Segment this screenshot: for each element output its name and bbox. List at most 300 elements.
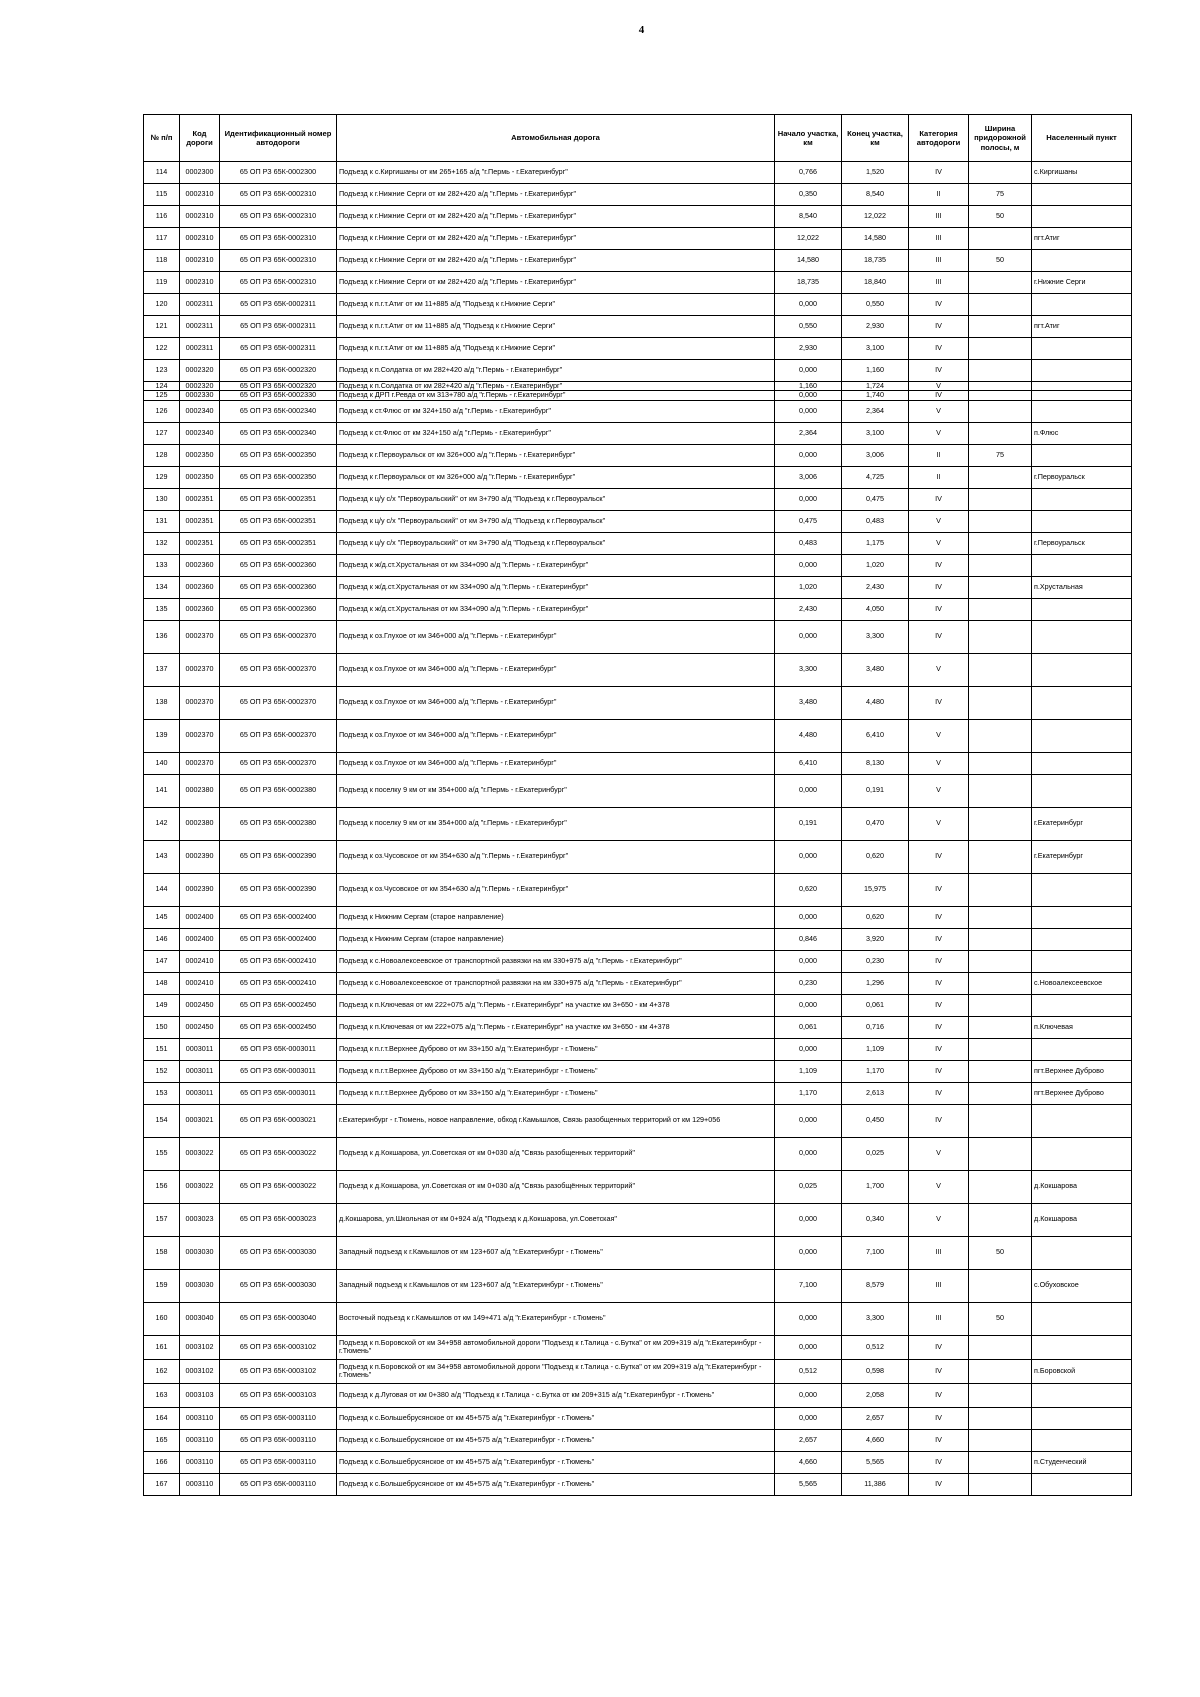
table-row [144, 1451, 1132, 1473]
section-end-cell: 0,230 [842, 950, 909, 972]
table-row [144, 1104, 1132, 1137]
road-category-cell: IV [909, 620, 969, 653]
row-number-cell: 166 [144, 1451, 180, 1473]
section-start-cell: 0,000 [775, 1203, 842, 1236]
section-start-cell: 0,000 [775, 1104, 842, 1137]
settlement-cell [1032, 488, 1132, 510]
road-name-cell: Подъезд к ж/д.ст.Хрустальная от км 334+090 а/д "г.Пермь - г.Екатеринбург" [337, 576, 775, 598]
section-start-cell: 0,000 [775, 1038, 842, 1060]
road-code-cell: 0002360 [180, 576, 220, 598]
road-category-cell: V [909, 382, 969, 391]
section-start-cell: 12,022 [775, 228, 842, 250]
section-end-cell: 1,109 [842, 1038, 909, 1060]
row-number-cell: 151 [144, 1038, 180, 1060]
row-number-cell: 136 [144, 620, 180, 653]
section-start-cell: 18,735 [775, 272, 842, 294]
identification-number-cell: 65 ОП РЗ 65К-0002310 [220, 272, 337, 294]
row-number-cell: 148 [144, 972, 180, 994]
settlement-cell [1032, 360, 1132, 382]
section-end-cell: 8,130 [842, 752, 909, 774]
identification-number-cell: 65 ОП РЗ 65К-0002310 [220, 206, 337, 228]
roadside-width-cell [969, 752, 1032, 774]
section-end-cell: 4,725 [842, 466, 909, 488]
road-category-cell: III [909, 1269, 969, 1302]
road-code-cell: 0002311 [180, 338, 220, 360]
section-start-cell: 0,000 [775, 1335, 842, 1359]
road-code-cell: 0003110 [180, 1451, 220, 1473]
section-end-cell: 3,100 [842, 338, 909, 360]
roadside-width-cell [969, 272, 1032, 294]
settlement-cell: п.Ключевая [1032, 1016, 1132, 1038]
section-end-cell: 0,512 [842, 1335, 909, 1359]
settlement-cell [1032, 338, 1132, 360]
roadside-width-cell [969, 807, 1032, 840]
section-start-cell: 1,020 [775, 576, 842, 598]
section-start-cell: 2,364 [775, 422, 842, 444]
road-code-cell: 0003040 [180, 1302, 220, 1335]
road-name-cell: Подъезд к ст.Флюс от км 324+150 а/д "г.Пермь - г.Екатеринбург" [337, 422, 775, 444]
roadside-width-cell [969, 1473, 1032, 1495]
row-number-cell: 145 [144, 906, 180, 928]
identification-number-cell: 65 ОП РЗ 65К-0002370 [220, 752, 337, 774]
table-row [144, 906, 1132, 928]
road-name-cell: Подъезд к п.Боровской от км 34+958 автомобильной дороги "Подъезд к г.Талица - с.Бутка" от км 209+319 а/д "г.Екатеринбург - г.Тюмень" [337, 1335, 775, 1359]
road-category-cell: IV [909, 840, 969, 873]
section-end-cell: 2,430 [842, 576, 909, 598]
road-category-cell: IV [909, 1429, 969, 1451]
settlement-cell [1032, 1407, 1132, 1429]
road-category-cell: IV [909, 554, 969, 576]
roadside-width-cell [969, 422, 1032, 444]
row-number-cell: 142 [144, 807, 180, 840]
section-end-cell: 1,740 [842, 391, 909, 400]
road-name-cell: Подъезд к п.Боровской от км 34+958 автомобильной дороги "Подъезд к г.Талица - с.Бутка" от км 209+319 а/д "г.Екатеринбург - г.Тюмень" [337, 1359, 775, 1383]
settlement-cell [1032, 1335, 1132, 1359]
section-end-cell: 5,565 [842, 1451, 909, 1473]
section-end-cell: 0,716 [842, 1016, 909, 1038]
section-start-cell: 0,550 [775, 316, 842, 338]
table-row [144, 554, 1132, 576]
roadside-width-cell [969, 1038, 1032, 1060]
settlement-cell [1032, 294, 1132, 316]
road-name-cell: Подъезд к оз.Глухое от км 346+000 а/д "г.Пермь - г.Екатеринбург" [337, 653, 775, 686]
table-row [144, 1203, 1132, 1236]
section-start-cell: 0,000 [775, 1302, 842, 1335]
section-start-cell: 1,109 [775, 1060, 842, 1082]
section-end-cell: 2,930 [842, 316, 909, 338]
row-number-cell: 154 [144, 1104, 180, 1137]
settlement-cell [1032, 250, 1132, 272]
road-code-cell: 0002340 [180, 422, 220, 444]
identification-number-cell: 65 ОП РЗ 65К-0002360 [220, 598, 337, 620]
road-code-cell: 0002310 [180, 206, 220, 228]
section-end-cell: 0,061 [842, 994, 909, 1016]
identification-number-cell: 65 ОП РЗ 65К-0002370 [220, 620, 337, 653]
road-code-cell: 0002370 [180, 752, 220, 774]
row-number-cell: 160 [144, 1302, 180, 1335]
roadside-width-cell: 75 [969, 444, 1032, 466]
row-number-cell: 117 [144, 228, 180, 250]
table-row [144, 1302, 1132, 1335]
road-code-cell: 0003110 [180, 1407, 220, 1429]
row-number-cell: 138 [144, 686, 180, 719]
section-start-cell: 0,000 [775, 444, 842, 466]
road-name-cell: Подъезд к поселку 9 км от км 354+000 а/д "г.Пермь - г.Екатеринбург" [337, 807, 775, 840]
identification-number-cell: 65 ОП РЗ 65К-0002360 [220, 554, 337, 576]
identification-number-cell: 65 ОП РЗ 65К-0003110 [220, 1473, 337, 1495]
section-start-cell: 0,000 [775, 774, 842, 807]
header-section-start: Начало участка, км [775, 115, 842, 162]
identification-number-cell: 65 ОП РЗ 65К-0002320 [220, 382, 337, 391]
identification-number-cell: 65 ОП РЗ 65К-0003021 [220, 1104, 337, 1137]
section-end-cell: 0,550 [842, 294, 909, 316]
road-name-cell: Подъезд к п.Солдатка от км 282+420 а/д "г.Пермь - г.Екатеринбург" [337, 360, 775, 382]
roadside-width-cell [969, 382, 1032, 391]
road-name-cell: Западный подъезд к г.Камышлов от км 123+607 а/д "г.Екатеринбург - г.Тюмень" [337, 1236, 775, 1269]
road-category-cell: IV [909, 1359, 969, 1383]
row-number-cell: 164 [144, 1407, 180, 1429]
row-number-cell: 144 [144, 873, 180, 906]
section-start-cell: 0,000 [775, 1407, 842, 1429]
table-row [144, 294, 1132, 316]
road-code-cell: 0003102 [180, 1359, 220, 1383]
road-category-cell: IV [909, 994, 969, 1016]
roadside-width-cell [969, 840, 1032, 873]
road-category-cell: V [909, 1170, 969, 1203]
road-name-cell: Подъезд к ж/д.ст.Хрустальная от км 334+090 а/д "г.Пермь - г.Екатеринбург" [337, 598, 775, 620]
section-end-cell: 0,340 [842, 1203, 909, 1236]
road-code-cell: 0003103 [180, 1383, 220, 1407]
road-category-cell: III [909, 250, 969, 272]
identification-number-cell: 65 ОП РЗ 65К-0002410 [220, 972, 337, 994]
section-start-cell: 0,000 [775, 1236, 842, 1269]
settlement-cell [1032, 719, 1132, 752]
row-number-cell: 147 [144, 950, 180, 972]
table-row [144, 391, 1132, 400]
road-code-cell: 0002300 [180, 162, 220, 184]
road-category-cell: IV [909, 928, 969, 950]
roadside-width-cell [969, 162, 1032, 184]
table-row [144, 752, 1132, 774]
settlement-cell: пгт.Верхнее Дуброво [1032, 1060, 1132, 1082]
identification-number-cell: 65 ОП РЗ 65К-0003102 [220, 1359, 337, 1383]
road-name-cell: Подъезд к п.Ключевая от км 222+075 а/д "г.Пермь - г.Екатеринбург" на участке км 3+650 - км 4+378 [337, 1016, 775, 1038]
road-name-cell: Подъезд к д.Кокшарова, ул.Советская от км 0+030 а/д "Связь разобщённых территорий" [337, 1170, 775, 1203]
road-category-cell: V [909, 719, 969, 752]
roadside-width-cell [969, 1137, 1032, 1170]
table-row [144, 360, 1132, 382]
road-category-cell: IV [909, 598, 969, 620]
road-code-cell: 0002320 [180, 382, 220, 391]
road-code-cell: 0002370 [180, 620, 220, 653]
settlement-cell: д.Кокшарова [1032, 1203, 1132, 1236]
table-row [144, 1359, 1132, 1383]
identification-number-cell: 65 ОП РЗ 65К-0002450 [220, 994, 337, 1016]
road-code-cell: 0002410 [180, 950, 220, 972]
identification-number-cell: 65 ОП РЗ 65К-0002400 [220, 906, 337, 928]
row-number-cell: 129 [144, 466, 180, 488]
road-code-cell: 0003021 [180, 1104, 220, 1137]
settlement-cell [1032, 653, 1132, 686]
road-name-cell: Подъезд к с.Большебрусянское от км 45+575 а/д "г.Екатеринбург - г.Тюмень" [337, 1473, 775, 1495]
roadside-width-cell [969, 488, 1032, 510]
identification-number-cell: 65 ОП РЗ 65К-0003040 [220, 1302, 337, 1335]
road-code-cell: 0002350 [180, 444, 220, 466]
section-end-cell: 6,410 [842, 719, 909, 752]
section-end-cell: 14,580 [842, 228, 909, 250]
road-name-cell: Подъезд к с.Большебрусянское от км 45+575 а/д "г.Екатеринбург - г.Тюмень" [337, 1451, 775, 1473]
road-code-cell: 0002400 [180, 928, 220, 950]
roadside-width-cell [969, 466, 1032, 488]
settlement-cell: д.Кокшарова [1032, 1170, 1132, 1203]
table-row [144, 1137, 1132, 1170]
row-number-cell: 132 [144, 532, 180, 554]
roadside-width-cell [969, 1082, 1032, 1104]
header-number: № п/п [144, 115, 180, 162]
section-end-cell: 2,058 [842, 1383, 909, 1407]
identification-number-cell: 65 ОП РЗ 65К-0002351 [220, 532, 337, 554]
table-row [144, 422, 1132, 444]
road-category-cell: IV [909, 1104, 969, 1137]
road-name-cell: Подъезд к оз.Глухое от км 346+000 а/д "г.Пермь - г.Екатеринбург" [337, 719, 775, 752]
roadside-width-cell [969, 1060, 1032, 1082]
table-row [144, 928, 1132, 950]
roadside-width-cell [969, 294, 1032, 316]
settlement-cell: г.Екатеринбург [1032, 840, 1132, 873]
road-name-cell: Подъезд к ст.Флюс от км 324+150 а/д "г.Пермь - г.Екатеринбург" [337, 400, 775, 422]
roadside-width-cell [969, 316, 1032, 338]
identification-number-cell: 65 ОП РЗ 65К-0003023 [220, 1203, 337, 1236]
section-end-cell: 15,975 [842, 873, 909, 906]
identification-number-cell: 65 ОП РЗ 65К-0002310 [220, 250, 337, 272]
roadside-width-cell [969, 1203, 1032, 1236]
roadside-width-cell [969, 1016, 1032, 1038]
section-end-cell: 8,540 [842, 184, 909, 206]
roadside-width-cell [969, 994, 1032, 1016]
row-number-cell: 165 [144, 1429, 180, 1451]
road-name-cell: Подъезд к оз.Глухое от км 346+000 а/д "г.Пермь - г.Екатеринбург" [337, 752, 775, 774]
section-start-cell: 0,000 [775, 391, 842, 400]
road-category-cell: V [909, 400, 969, 422]
table-row [144, 316, 1132, 338]
section-end-cell: 0,025 [842, 1137, 909, 1170]
row-number-cell: 161 [144, 1335, 180, 1359]
row-number-cell: 139 [144, 719, 180, 752]
roadside-width-cell: 50 [969, 250, 1032, 272]
table-row [144, 1335, 1132, 1359]
settlement-cell: с.Киргишаны [1032, 162, 1132, 184]
road-category-cell: IV [909, 1060, 969, 1082]
road-name-cell: Подъезд к Нижним Сергам (старое направление) [337, 906, 775, 928]
section-end-cell: 0,483 [842, 510, 909, 532]
settlement-cell: пгт.Атиг [1032, 316, 1132, 338]
section-end-cell: 0,620 [842, 840, 909, 873]
roadside-width-cell [969, 532, 1032, 554]
road-code-cell: 0003022 [180, 1170, 220, 1203]
roadside-width-cell [969, 360, 1032, 382]
section-start-cell: 3,006 [775, 466, 842, 488]
section-end-cell: 3,100 [842, 422, 909, 444]
table-row [144, 719, 1132, 752]
road-category-cell: IV [909, 1451, 969, 1473]
section-end-cell: 0,470 [842, 807, 909, 840]
road-category-cell: V [909, 774, 969, 807]
road-name-cell: Восточный подъезд к г.Камышлов от км 149+471 а/д "г.Екатеринбург - г.Тюмень" [337, 1302, 775, 1335]
section-end-cell: 1,175 [842, 532, 909, 554]
road-code-cell: 0002310 [180, 250, 220, 272]
road-category-cell: IV [909, 1407, 969, 1429]
section-start-cell: 2,930 [775, 338, 842, 360]
section-start-cell: 3,480 [775, 686, 842, 719]
road-code-cell: 0003030 [180, 1236, 220, 1269]
section-end-cell: 4,050 [842, 598, 909, 620]
roadside-width-cell [969, 1170, 1032, 1203]
table-row [144, 1473, 1132, 1495]
section-end-cell: 1,160 [842, 360, 909, 382]
section-end-cell: 0,620 [842, 906, 909, 928]
identification-number-cell: 65 ОП РЗ 65К-0003011 [220, 1082, 337, 1104]
road-code-cell: 0002351 [180, 532, 220, 554]
settlement-cell: п.Студенческий [1032, 1451, 1132, 1473]
identification-number-cell: 65 ОП РЗ 65К-0003011 [220, 1038, 337, 1060]
road-name-cell: Подъезд к п.г.т.Атиг от км 11+885 а/д "Подъезд к г.Нижние Серги" [337, 294, 775, 316]
section-start-cell: 0,846 [775, 928, 842, 950]
row-number-cell: 159 [144, 1269, 180, 1302]
identification-number-cell: 65 ОП РЗ 65К-0003102 [220, 1335, 337, 1359]
header-road-code: Код дороги [180, 115, 220, 162]
table-row [144, 1383, 1132, 1407]
road-code-cell: 0002350 [180, 466, 220, 488]
road-code-cell: 0002450 [180, 1016, 220, 1038]
section-end-cell: 3,300 [842, 620, 909, 653]
road-code-cell: 0002340 [180, 400, 220, 422]
section-start-cell: 0,000 [775, 950, 842, 972]
identification-number-cell: 65 ОП РЗ 65К-0002310 [220, 184, 337, 206]
identification-number-cell: 65 ОП РЗ 65К-0002340 [220, 422, 337, 444]
row-number-cell: 127 [144, 422, 180, 444]
road-category-cell: III [909, 228, 969, 250]
section-end-cell: 3,920 [842, 928, 909, 950]
roadside-width-cell [969, 1383, 1032, 1407]
road-code-cell: 0002360 [180, 554, 220, 576]
identification-number-cell: 65 ОП РЗ 65К-0002380 [220, 807, 337, 840]
section-end-cell: 0,475 [842, 488, 909, 510]
section-end-cell: 1,700 [842, 1170, 909, 1203]
road-name-cell: Западный подъезд к г.Камышлов от км 123+607 а/д "г.Екатеринбург - г.Тюмень" [337, 1269, 775, 1302]
road-name-cell: Подъезд к д.Кокшарова, ул.Советская от км 0+030 а/д "Связь разобщенных территорий" [337, 1137, 775, 1170]
row-number-cell: 163 [144, 1383, 180, 1407]
road-code-cell: 0003102 [180, 1335, 220, 1359]
roadside-width-cell [969, 400, 1032, 422]
roadside-width-cell [969, 686, 1032, 719]
table-row [144, 338, 1132, 360]
row-number-cell: 120 [144, 294, 180, 316]
identification-number-cell: 65 ОП РЗ 65К-0003022 [220, 1170, 337, 1203]
road-category-cell: IV [909, 576, 969, 598]
identification-number-cell: 65 ОП РЗ 65К-0003030 [220, 1236, 337, 1269]
road-name-cell: Подъезд к с.Большебрусянское от км 45+575 а/д "г.Екатеринбург - г.Тюмень" [337, 1407, 775, 1429]
section-end-cell: 0,598 [842, 1359, 909, 1383]
settlement-cell [1032, 950, 1132, 972]
identification-number-cell: 65 ОП РЗ 65К-0002311 [220, 338, 337, 360]
section-end-cell: 0,450 [842, 1104, 909, 1137]
settlement-cell: п.Боровской [1032, 1359, 1132, 1383]
row-number-cell: 152 [144, 1060, 180, 1082]
section-start-cell: 14,580 [775, 250, 842, 272]
road-name-cell: Подъезд к г.Нижние Серги от км 282+420 а/д "г.Пермь - г.Екатеринбург" [337, 250, 775, 272]
road-name-cell: Подъезд к Нижним Сергам (старое направление) [337, 928, 775, 950]
section-start-cell: 0,000 [775, 488, 842, 510]
row-number-cell: 140 [144, 752, 180, 774]
settlement-cell [1032, 1038, 1132, 1060]
road-code-cell: 0003011 [180, 1082, 220, 1104]
identification-number-cell: 65 ОП РЗ 65К-0002360 [220, 576, 337, 598]
section-start-cell: 0,000 [775, 400, 842, 422]
roadside-width-cell [969, 873, 1032, 906]
row-number-cell: 153 [144, 1082, 180, 1104]
table-row [144, 466, 1132, 488]
roadside-width-cell [969, 1269, 1032, 1302]
road-name-cell: Подъезд к ж/д.ст.Хрустальная от км 334+090 а/д "г.Пермь - г.Екатеринбург" [337, 554, 775, 576]
section-start-cell: 8,540 [775, 206, 842, 228]
row-number-cell: 115 [144, 184, 180, 206]
identification-number-cell: 65 ОП РЗ 65К-0002390 [220, 840, 337, 873]
identification-number-cell: 65 ОП РЗ 65К-0003011 [220, 1060, 337, 1082]
table-row [144, 488, 1132, 510]
identification-number-cell: 65 ОП РЗ 65К-0003022 [220, 1137, 337, 1170]
road-code-cell: 0003110 [180, 1429, 220, 1451]
road-name-cell: Подъезд к п.г.т.Верхнее Дуброво от км 33+150 а/д "г.Екатеринбург - г.Тюмень" [337, 1082, 775, 1104]
table-row [144, 184, 1132, 206]
roads-table [143, 114, 1132, 1496]
roadside-width-cell [969, 391, 1032, 400]
section-end-cell: 12,022 [842, 206, 909, 228]
roadside-width-cell [969, 719, 1032, 752]
table-row [144, 206, 1132, 228]
road-code-cell: 0002370 [180, 686, 220, 719]
road-name-cell: Подъезд к п.г.т.Атиг от км 11+885 а/д "Подъезд к г.Нижние Серги" [337, 316, 775, 338]
road-category-cell: V [909, 752, 969, 774]
identification-number-cell: 65 ОП РЗ 65К-0002400 [220, 928, 337, 950]
settlement-cell [1032, 382, 1132, 391]
settlement-cell [1032, 686, 1132, 719]
section-end-cell: 0,191 [842, 774, 909, 807]
row-number-cell: 121 [144, 316, 180, 338]
section-end-cell: 3,300 [842, 1302, 909, 1335]
settlement-cell [1032, 774, 1132, 807]
table-row [144, 686, 1132, 719]
road-code-cell: 0003011 [180, 1060, 220, 1082]
road-name-cell: Подъезд к г.Нижние Серги от км 282+420 а/д "г.Пермь - г.Екатеринбург" [337, 272, 775, 294]
table-row [144, 250, 1132, 272]
road-category-cell: V [909, 1203, 969, 1236]
roadside-width-cell [969, 554, 1032, 576]
road-code-cell: 0002410 [180, 972, 220, 994]
row-number-cell: 158 [144, 1236, 180, 1269]
section-start-cell: 0,000 [775, 294, 842, 316]
road-code-cell: 0002380 [180, 774, 220, 807]
road-name-cell: Подъезд к ц/у с/х "Первоуральский" от км 3+790 а/д "Подъезд к г.Первоуральск" [337, 510, 775, 532]
table-row [144, 1082, 1132, 1104]
road-code-cell: 0002330 [180, 391, 220, 400]
road-category-cell: IV [909, 1335, 969, 1359]
table-row [144, 1429, 1132, 1451]
road-code-cell: 0002310 [180, 184, 220, 206]
road-name-cell: Подъезд к ДРП г.Ревда от км 313+780 а/д "г.Пермь - г.Екатеринбург" [337, 391, 775, 400]
section-start-cell: 0,061 [775, 1016, 842, 1038]
road-name-cell: Подъезд к ц/у с/х "Первоуральский" от км 3+790 а/д "Подъезд к г.Первоуральск" [337, 532, 775, 554]
settlement-cell [1032, 1137, 1132, 1170]
